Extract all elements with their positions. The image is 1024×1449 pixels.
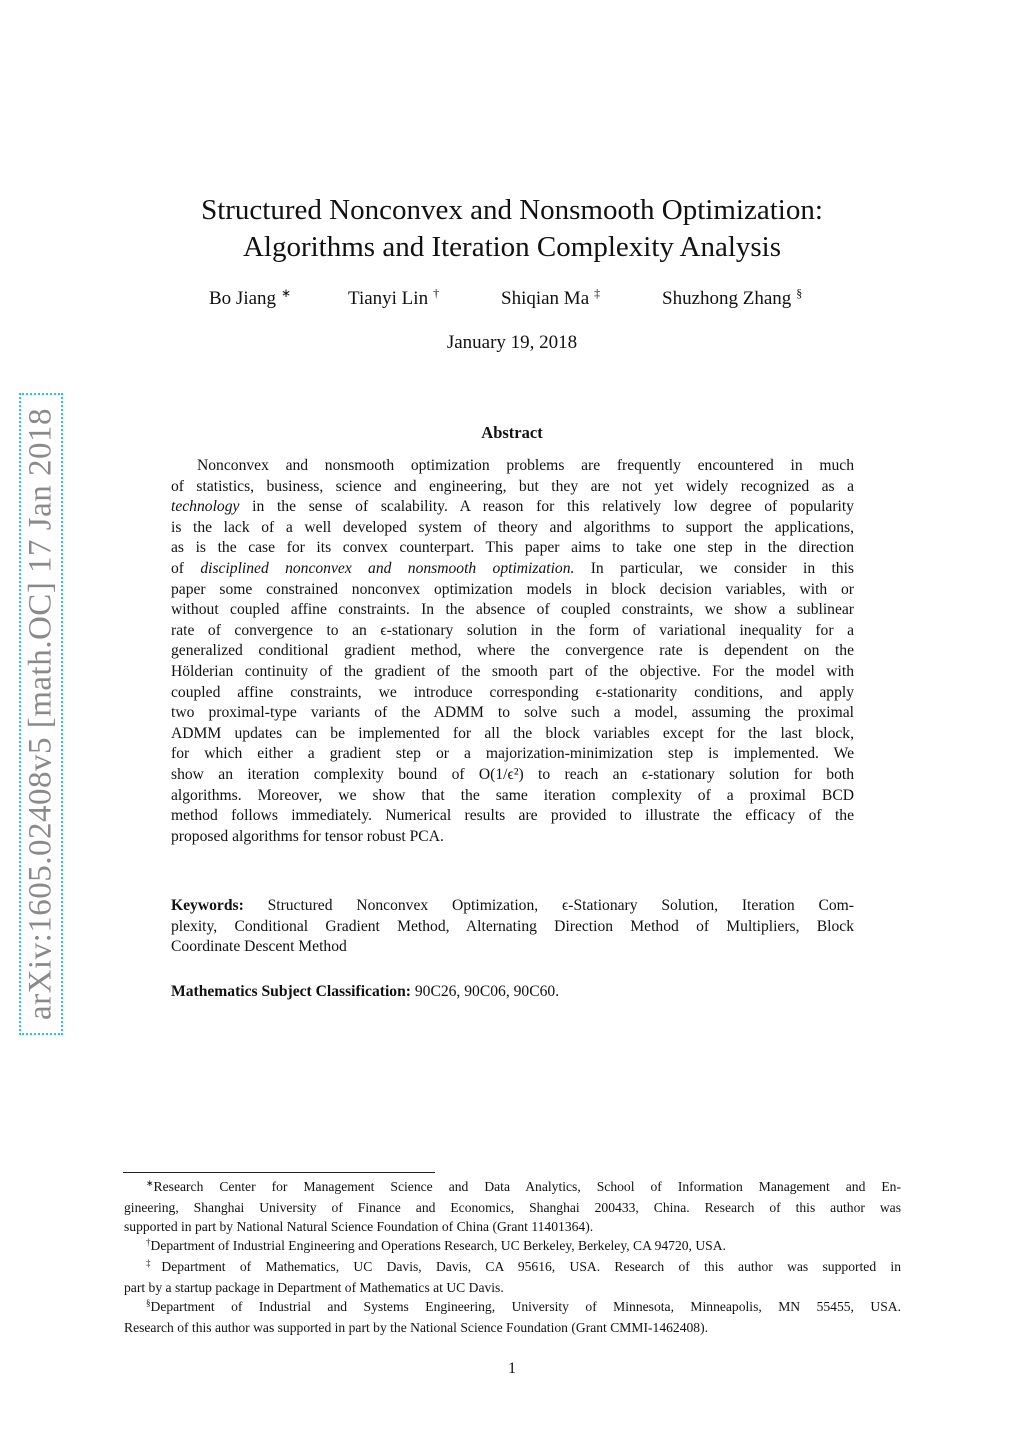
- author-footnote-mark: †: [433, 286, 440, 300]
- title-line-1: Structured Nonconvex and Nonsmooth Optimization:: [201, 194, 823, 226]
- footnote-mark: ‡: [146, 1258, 162, 1268]
- author-footnote-mark: ‡: [594, 286, 601, 300]
- abstract-body: [171, 456, 854, 847]
- title-line-2: Algorithms and Iteration Complexity Analysis: [242, 231, 782, 263]
- abstract-line: of statistics, business, science and engineering, but they are not yet widely recognized as a: [171, 477, 854, 495]
- keywords-label: Keywords:: [171, 897, 244, 914]
- keywords-line: Coordinate Descent Method: [171, 938, 347, 956]
- publication-date: January 19, 2018: [446, 332, 578, 353]
- abstract-line: show an iteration complexity bound of O(1/ϵ²) to reach an ϵ-stationary solution for both: [171, 765, 854, 783]
- author-name: Shuzhong Zhang: [662, 288, 792, 309]
- author-name: Tianyi Lin: [348, 288, 429, 309]
- abstract-line: for which either a gradient step or a majorization-minimization step is implemented. We: [171, 745, 854, 763]
- abstract-line-text: In particular, we consider in this: [590, 559, 854, 577]
- footnote-3: [124, 1257, 901, 1297]
- emphasis-disciplined: disciplined nonconvex and nonsmooth optimization.: [200, 559, 575, 577]
- abstract-line-text: in the sense of scalability. A reason for this relatively low degree of popularity: [252, 498, 854, 516]
- footnote-text: Department of Industrial and Systems Engineering, University of Minnesota, Minneapolis, MN 55455, USA.: [150, 1299, 901, 1314]
- footnote-line: part by a startup package in Department of Mathematics at UC Davis.: [124, 1280, 504, 1295]
- emphasis-technology: technology: [171, 498, 240, 516]
- abstract-line: is the lack of a well developed system of theory and algorithms to support the applications,: [171, 518, 854, 536]
- msc-value: 90C26, 90C06, 90C60.: [414, 983, 560, 1000]
- abstract-line: proposed algorithms for tensor robust PCA.: [171, 827, 444, 845]
- arxiv-stamp: [19, 393, 63, 1035]
- abstract-heading: Abstract: [481, 423, 543, 442]
- author-name: Bo Jiang: [209, 288, 277, 309]
- abstract-line: Nonconvex and nonsmooth optimization problems are frequently encountered in much: [197, 457, 854, 474]
- footnote-text: Department of Mathematics, UC Davis, Davis, CA 95616, USA. Research of this author was supported in: [161, 1259, 901, 1274]
- abstract-line: rate of convergence to an ϵ-stationary solution in the form of variational inequality for a: [171, 621, 854, 639]
- footnote-line: [124, 1177, 901, 1198]
- msc-label: Mathematics Subject Classification:: [171, 983, 411, 1000]
- abstract-line: coupled affine constraints, we introduce corresponding ϵ-stationarity conditions, and apply: [171, 683, 854, 701]
- footnote-text: Research Center for Management Science and Data Analytics, School of Information Management and En-: [153, 1179, 901, 1194]
- author-2: [348, 288, 439, 310]
- arxiv-identifier: arXiv:1605.02408v5 [math.OC] 17 Jan 2018: [22, 407, 59, 1021]
- author-name: Shiqian Ma: [501, 288, 590, 309]
- footnote-line: Research of this author was supported in part by the National Science Foundation (Grant CMMI-1462408).: [124, 1320, 709, 1335]
- abstract-line: algorithms. Moreover, we show that the same iteration complexity of a proximal BCD: [171, 786, 854, 804]
- footnote-rule: [123, 1172, 435, 1173]
- author-4: [662, 288, 802, 310]
- abstract-line: ADMM updates can be implemented for all the block variables except for the last block,: [171, 724, 854, 742]
- abstract-line: paper some constrained nonconvex optimization models in block decision variables, with or: [171, 580, 854, 598]
- abstract-line: without coupled affine constraints. In the absence of coupled constraints, we show a sublinear: [171, 601, 854, 619]
- keywords-text: Structured Nonconvex Optimization, ϵ-Stationary Solution, Iteration Com-: [267, 897, 854, 914]
- abstract-line-prefix: of: [171, 559, 184, 577]
- footnote-line: [124, 1257, 901, 1278]
- msc-section: [171, 982, 854, 1003]
- footnote-text: Department of Industrial Engineering and Operations Research, UC Berkeley, Berkeley, CA 94720, USA.: [150, 1238, 726, 1253]
- abstract-line: as is the case for its convex counterpart. This paper aims to take one step in the direction: [171, 539, 854, 557]
- footnote-2: [124, 1236, 901, 1257]
- footnote-line: [124, 1297, 901, 1318]
- author-footnote-mark: §: [796, 286, 803, 300]
- footnote-4: [124, 1297, 901, 1337]
- abstract-line: method follows immediately. Numerical results are provided to illustrate the efficacy of the: [171, 807, 854, 825]
- footnote-mark: †: [146, 1237, 151, 1247]
- footnote-line: [124, 1236, 901, 1257]
- abstract-line: [171, 559, 854, 580]
- footnote-mark: ∗: [146, 1178, 154, 1188]
- footnote-line: gineering, Shanghai University of Finance and Economics, Shanghai 200433, China. Research of this author was: [124, 1200, 901, 1215]
- footnote-mark: §: [146, 1298, 151, 1308]
- footnotes: [124, 1177, 901, 1337]
- footnote-line: supported in part by National Natural Science Foundation of China (Grant 11401364).: [124, 1219, 594, 1234]
- author-footnote-mark: ∗: [281, 286, 292, 300]
- abstract-line: generalized conditional gradient method, where the convergence rate is dependent on the: [171, 642, 854, 660]
- keywords-line: plexity, Conditional Gradient Method, Alternating Direction Method of Multipliers, Block: [171, 917, 854, 935]
- abstract-line: two proximal-type variants of the ADMM to solve such a model, assuming the proximal: [171, 704, 854, 722]
- footnote-1: [124, 1177, 901, 1236]
- keywords-section: [171, 896, 854, 958]
- page-number: 1: [508, 1360, 516, 1377]
- author-1: [209, 288, 291, 310]
- author-3: [501, 288, 600, 310]
- abstract-line: Hölderian continuity of the gradient of the smooth part of the objective. For the model with: [171, 662, 854, 680]
- keywords-line: [171, 896, 854, 917]
- abstract-line: [171, 497, 854, 518]
- paper-title: [120, 192, 904, 266]
- author-list: [0, 288, 1024, 318]
